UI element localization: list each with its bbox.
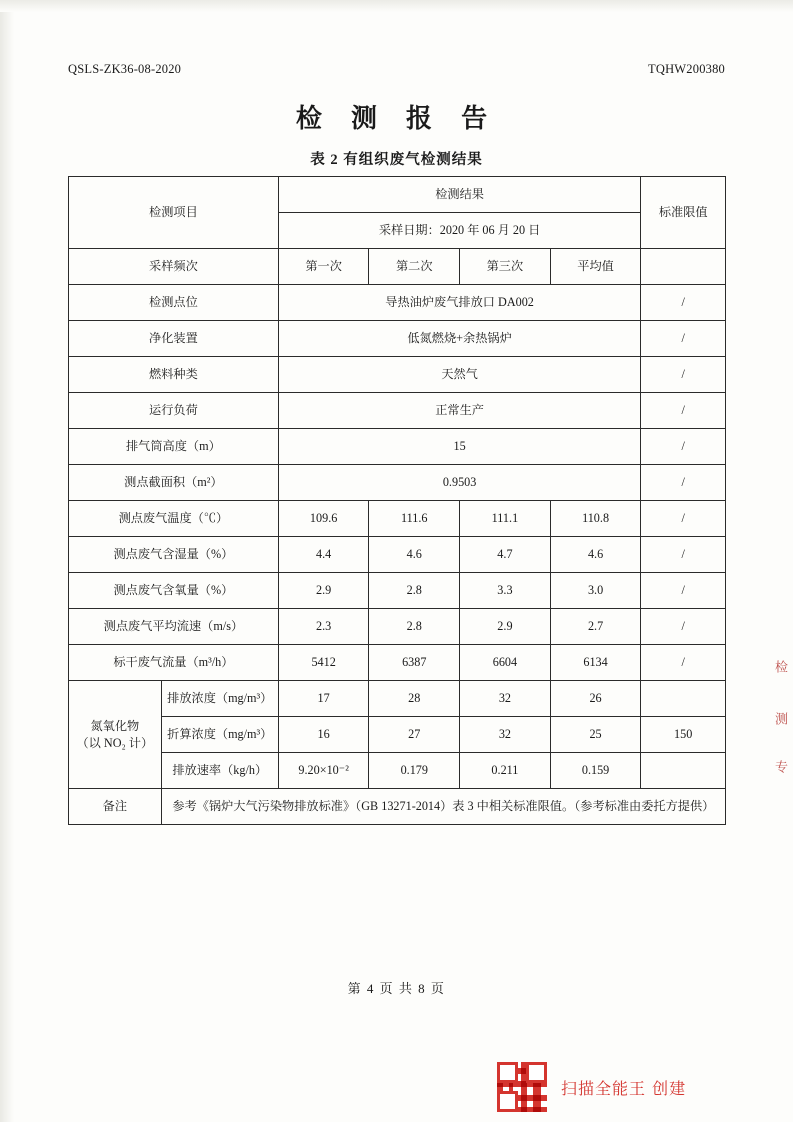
row-value: 0.211 xyxy=(460,753,551,789)
table-caption: 表 2 有组织废气检测结果 xyxy=(310,152,483,168)
row-label: 测点废气含氧量（%） xyxy=(69,573,279,609)
page-header xyxy=(68,62,725,77)
row-value: 3.0 xyxy=(550,573,641,609)
row-limit: / xyxy=(641,285,726,321)
row-merged-value: 天然气 xyxy=(278,357,641,393)
row-label: 测点废气平均流速（m/s） xyxy=(69,609,279,645)
row-value: 2.9 xyxy=(460,609,551,645)
pollutant-sub-label: 折算浓度（mg/m³） xyxy=(161,717,278,753)
pollutant-sub-label: 排放速率（kg/h） xyxy=(161,753,278,789)
pollutant-row xyxy=(69,717,726,753)
row-label: 净化装置 xyxy=(69,321,279,357)
row-value: 4.6 xyxy=(369,537,460,573)
row-label: 燃料种类 xyxy=(69,357,279,393)
table-row xyxy=(69,321,726,357)
table-row xyxy=(69,465,726,501)
row-merged-value: 0.9503 xyxy=(278,465,641,501)
row-value: 109.6 xyxy=(278,501,369,537)
seal-fragment: 检 xyxy=(773,660,788,677)
emission-results-table xyxy=(68,176,726,825)
document-code: QSLS-ZK36-08-2020 xyxy=(68,62,182,76)
table-row xyxy=(69,609,726,645)
header-cell-sampling-date: 采样日期：2020 年 06 月 20 日 xyxy=(278,213,641,249)
row-value: 2.8 xyxy=(369,573,460,609)
row-value: 4.7 xyxy=(460,537,551,573)
pollutant-name-line1: 氮氧化物 xyxy=(90,719,140,734)
row-limit: / xyxy=(641,321,726,357)
table-row xyxy=(69,249,726,285)
row-label: 测点截面积（m²） xyxy=(69,465,279,501)
row-limit: 150 xyxy=(641,717,726,753)
camscanner-watermark xyxy=(497,1062,686,1112)
table-row xyxy=(69,573,726,609)
row-value: 平均值 xyxy=(550,249,641,285)
pollutant-row xyxy=(69,753,726,789)
row-value: 26 xyxy=(550,681,641,717)
pollutant-name-line2: （以 NO₂ 计） xyxy=(76,735,154,750)
row-label: 采样频次 xyxy=(69,249,279,285)
row-value: 6134 xyxy=(550,645,641,681)
header-cell-standard-limit: 标准限值 xyxy=(641,177,726,249)
row-merged-value: 正常生产 xyxy=(278,393,641,429)
row-limit xyxy=(641,753,726,789)
row-value: 9.20×10⁻² xyxy=(278,753,369,789)
row-value: 28 xyxy=(369,681,460,717)
remark-text: 参考《锅炉大气污染物排放标准》（GB 13271-2014）表 3 中相关标准限值。（参考标准由委托方提供） xyxy=(161,789,725,825)
row-value: 6604 xyxy=(460,645,551,681)
row-value: 16 xyxy=(278,717,369,753)
remark-row xyxy=(69,789,726,825)
row-limit: / xyxy=(641,609,726,645)
row-label: 测点废气含湿量（%） xyxy=(69,537,279,573)
remark-label: 备注 xyxy=(69,789,162,825)
row-limit: / xyxy=(641,645,726,681)
row-label: 测点废气温度（℃） xyxy=(69,501,279,537)
table-row xyxy=(69,393,726,429)
row-merged-value: 15 xyxy=(278,429,641,465)
row-value: 32 xyxy=(460,681,551,717)
row-value: 0.179 xyxy=(369,753,460,789)
row-label: 运行负荷 xyxy=(69,393,279,429)
row-value: 2.9 xyxy=(278,573,369,609)
row-value: 第一次 xyxy=(278,249,369,285)
row-limit xyxy=(641,681,726,717)
seal-fragment: 专 xyxy=(773,760,788,777)
row-value: 4.4 xyxy=(278,537,369,573)
row-limit: / xyxy=(641,501,726,537)
scan-edge-top xyxy=(0,0,793,12)
row-value: 32 xyxy=(460,717,551,753)
row-label: 检测点位 xyxy=(69,285,279,321)
row-value: 17 xyxy=(278,681,369,717)
row-label: 排气筒高度（m） xyxy=(69,429,279,465)
header-cell-item: 检测项目 xyxy=(69,177,279,249)
row-limit: / xyxy=(641,393,726,429)
header-cell-result: 检测结果 xyxy=(278,177,641,213)
row-value: 111.1 xyxy=(460,501,551,537)
row-value: 111.6 xyxy=(369,501,460,537)
row-value: 5412 xyxy=(278,645,369,681)
row-limit: / xyxy=(641,573,726,609)
qr-code-icon xyxy=(497,1062,547,1112)
row-value: 27 xyxy=(369,717,460,753)
row-limit: / xyxy=(641,537,726,573)
row-label: 标干废气流量（m³/h） xyxy=(69,645,279,681)
table-row xyxy=(69,285,726,321)
page-title: 检 测 报 告 xyxy=(295,104,498,134)
row-value: 4.6 xyxy=(550,537,641,573)
table-row xyxy=(69,429,726,465)
row-value: 2.3 xyxy=(278,609,369,645)
row-merged-value: 低氮燃烧+余热锅炉 xyxy=(278,321,641,357)
row-limit: / xyxy=(641,465,726,501)
watermark-text: 扫描全能王 创建 xyxy=(561,1078,687,1098)
row-value: 0.159 xyxy=(550,753,641,789)
pollutant-row xyxy=(69,681,726,717)
table-row xyxy=(69,645,726,681)
page-footer: 第 4 页 共 8 页 xyxy=(347,981,446,996)
table-row xyxy=(69,501,726,537)
row-value: 3.3 xyxy=(460,573,551,609)
seal-fragment: 测 xyxy=(773,712,788,729)
row-value: 2.7 xyxy=(550,609,641,645)
row-value: 110.8 xyxy=(550,501,641,537)
pollutant-name-cell xyxy=(69,681,162,789)
row-value: 第二次 xyxy=(369,249,460,285)
row-value: 2.8 xyxy=(369,609,460,645)
table-row xyxy=(69,537,726,573)
row-limit: / xyxy=(641,429,726,465)
row-limit: / xyxy=(641,357,726,393)
report-number: TQHW200380 xyxy=(648,62,725,76)
row-value: 第三次 xyxy=(460,249,551,285)
table-header-row xyxy=(69,177,726,213)
row-value: 25 xyxy=(550,717,641,753)
pollutant-sub-label: 排放浓度（mg/m³） xyxy=(161,681,278,717)
table-row xyxy=(69,357,726,393)
row-merged-value: 导热油炉废气排放口 DA002 xyxy=(278,285,641,321)
row-value: 6387 xyxy=(369,645,460,681)
row-limit xyxy=(641,249,726,285)
